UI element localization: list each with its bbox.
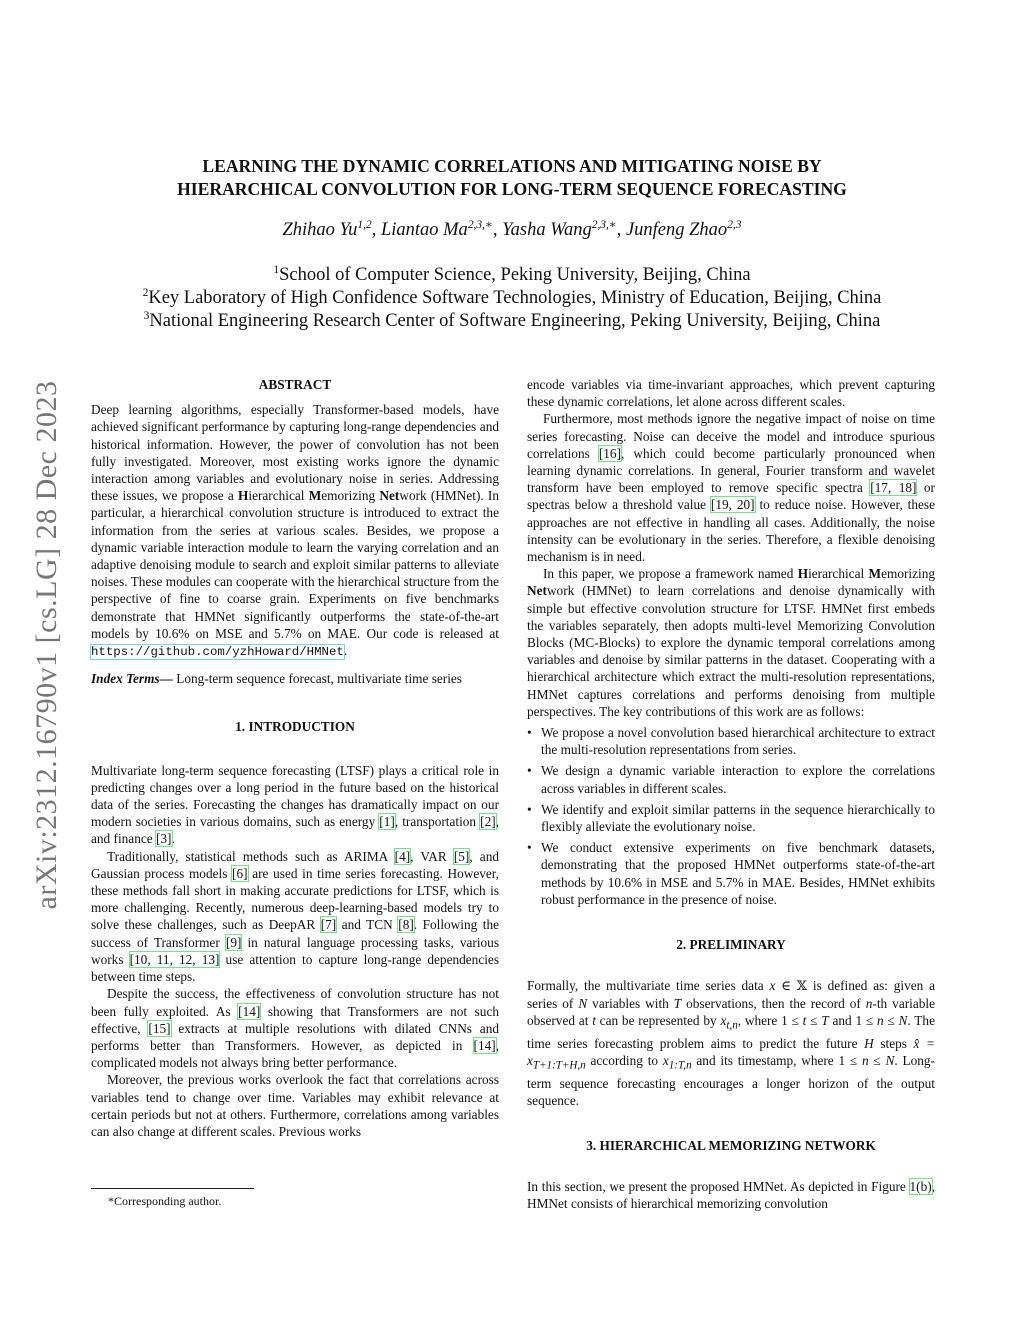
preliminary-heading: 2. PRELIMINARY	[676, 937, 786, 953]
figure-link[interactable]: 1(b)	[909, 1179, 932, 1195]
citation-link[interactable]: [14]	[238, 1003, 261, 1019]
citation-link[interactable]: [19, 20]	[710, 497, 755, 513]
preliminary-paragraph: Formally, the multivariate time series data x ∈ 𝕏 is defined as: given a series of N variables with T observations, then the record of n-th variable observed at t can be represented by $x_{t,n}$, where 1 ≤ t ≤ T and 1 ≤ n ≤ N. The time series forecasting problem aims to predict the future H steps x̂ = $x_{T+1:T+H,n}$ according to $x_{1:T,n}$ and its timestamp, where 1 ≤ n ≤ N. Long-term sequence forecasting encourages a longer horizon of the output sequence.	[527, 978, 936, 1108]
citation-link[interactable]: [17, 18]	[870, 480, 917, 496]
citation-link[interactable]: [9]	[225, 934, 242, 950]
author: Zhihao Yu	[282, 220, 358, 240]
citation-link[interactable]: [14]	[473, 1037, 496, 1053]
citation-link[interactable]: [6]	[232, 865, 248, 881]
affiliations	[90, 264, 934, 333]
affiliation: $^2$Key Laboratory of High Confidence Software Technologies, Ministry of Education, Beijing, China	[142, 286, 882, 308]
intro-paragraph: Traditionally, statistical methods such as ARIMA [4], VAR [5], and Gaussian process models [6] are used in time series forecasting. However, these methods fall short in making accurate predictions for LTSF, which is more challenging. Recently, numerous deep-learning-based models try to solve these challenges, such as DeepAR [7] and TCN [8]. Following the success of Transformer [9] in natural language processing tasks, various works [10, 11, 12, 13] use attention to capture long-range dependencies between time steps.	[91, 848, 500, 985]
body-paragraph: In this paper, we propose a framework named Hierarchical Memorizing Network (HMNet) to learn correlations and denoise dynamically with simple but effective convolution structure for LTSF. HMNet first embeds the variables separately, then adopts multi-level Memorizing Convolution Blocks (MC-Blocks) to explore the dynamic temporal correlations among variables and denoise by similar patterns in the dataset. Cooperating with a hierarchical architecture which extract the multi-resolution representations, HMNet captures correlations and performs denoising from multiple perspectives. The key contributions of this work are as follows:	[527, 566, 935, 719]
list-item: • We design a dynamic variable interaction to explore the correlations across variables in different scales.	[541, 762, 935, 796]
left-column	[91, 376, 499, 1140]
code-link[interactable]: https://github.com/yzhHoward/HMNet	[91, 645, 344, 660]
citation-link[interactable]: [5]	[453, 848, 470, 864]
index-terms: Index Terms— Long-term sequence forecast, multivariate time series	[91, 671, 462, 687]
author-list: Zhihao Yu$^{1,2}$, Liantao $Ma^{2,3,∗}$, Yasha Wang$^{2,3,∗}$, Junfeng Zhao$^{2,3}$	[282, 218, 742, 240]
list-item: • We conduct extensive experiments on five benchmark datasets, demonstrating that the proposed HMNet outperforms state-of-the-art methods by 10.6% in MSE and 5.7% in MAE. Besides, HMNet exhibits robust performance in the presence of noise.	[541, 839, 935, 908]
abstract-text: Deep learning algorithms, especially Transformer-based models, have achieved significant performance by capturing long-range dependencies and historical information. However, the power of convolution has not been fully investigated. Moreover, most existing works ignore the dynamic interaction among variables and evolutionary noise in series. Addressing these issues, we propose a Hierarchical Memorizing Network (HMNet). In particular, a hierarchical convolution structure is introduced to extract the information from the series at various scales. Besides, we propose a dynamic variable interaction module to learn the varying correlation and an adaptive denoising module to search and exploit similar patterns to alleviate noises. These modules can cooperate with the hierarchical structure from the perspective of fine to coarse grain. Experiments on five benchmarks demonstrate that HMNet significantly outperforms the state-of-the-art models by 10.6% on MSE and 5.7% on MAE. Our code is released at https://github.com/yzhHoward/HMNet.	[91, 402, 500, 660]
body-paragraph: Furthermore, most methods ignore the negative impact of noise on time series forecasting. Noise can deceive the model and introduce spurious correlations [16], which could become particularly pronounced when learning dynamic correlations. In general, Fourier transform and wavelet transform have been employed to remove specific spectra [17, 18] or spectras below a threshold value [19, 20] to reduce noise. However, these approaches are not effective in handling all cases. Additionally, the noise intensity can be evolutionary in the series. Therefore, a flexible denoising mechanism is in need.	[527, 411, 935, 565]
intro-paragraph: Multivariate long-term sequence forecasting (LTSF) plays a critical role in predicting changes over a long period in the future based on the historical data of the series. Forecasting the changes has dramatically impact on our modern societies in various domains, such as energy [1], transportation [2], and finance [3].	[91, 762, 499, 847]
intro-heading: 1. INTRODUCTION	[235, 719, 355, 735]
citation-link[interactable]: [1]	[379, 814, 395, 830]
footnote: *Corresponding author.	[108, 1194, 222, 1208]
citation-link[interactable]: [4]	[394, 848, 411, 864]
citation-link[interactable]: [3]	[155, 831, 172, 847]
abstract-heading: ABSTRACT	[258, 377, 332, 392]
author: Junfeng Zhao	[625, 220, 728, 240]
citation-link[interactable]: [16]	[598, 445, 621, 461]
contribution-list	[527, 724, 935, 908]
list-item: • We identify and exploit similar patterns in the sequence hierarchically to flexibly alleviate the evolutionary noise.	[541, 801, 935, 835]
affiliation: $^1$School of Computer Science, Peking University, Beijing, China	[273, 263, 751, 285]
citation-link[interactable]: [15]	[148, 1020, 171, 1036]
affiliation: $^3$National Engineering Research Center of Software Engineering, Peking University, Beijing, China	[143, 309, 881, 331]
citation-link[interactable]: [8]	[398, 917, 414, 933]
intro-paragraph: Moreover, the previous works overlook the fact that correlations across variables tend to change over time. Variables may exhibit relevance at certain periods but not at others. Furthermore, correlations among variables can also change at different scales. Previous works	[91, 1072, 499, 1139]
citation-link[interactable]: [2]	[480, 814, 496, 830]
paper-title: LEARNING THE DYNAMIC CORRELATIONS AND MITIGATING NOISE BY HIERARCHICAL CONVOLUTION FOR LONG-TERM SEQUENCE FORECASTING	[177, 156, 847, 199]
author: Liantao Ma	[380, 220, 468, 240]
footnote-divider	[91, 1188, 254, 1189]
intro-paragraph: Despite the success, the effectiveness of convolution structure has not been fully exploited. As [14] showing that Transformers are not such effective, [15] extracts at multiple resolutions with dilated CNNs and performs better than Transformers. However, as depicted in [14], complicated models not always bring better performance.	[91, 986, 500, 1071]
citation-link[interactable]: [7]	[320, 917, 337, 933]
right-column	[527, 376, 935, 1213]
list-item: • We propose a novel convolution based hierarchical architecture to extract the multi-resolution representations from series.	[541, 724, 935, 758]
body-paragraph: encode variables via time-invariant approaches, which prevent capturing these dynamic correlations, let alone across different scales.	[527, 377, 935, 410]
author: Yasha Wang	[502, 220, 592, 240]
hmn-heading: 3. HIERARCHICAL MEMORIZING NETWORK	[586, 1138, 876, 1154]
hmn-paragraph: In this section, we present the proposed HMNet. As depicted in Figure 1(b), HMNet consists of hierarchical memorizing convolution	[527, 1179, 935, 1212]
arxiv-stamp: arXiv:2312.16790v1 [cs.LG] 28 Dec 2023	[30, 380, 63, 910]
citation-link[interactable]: [10, 11, 12, 13]	[129, 951, 220, 967]
